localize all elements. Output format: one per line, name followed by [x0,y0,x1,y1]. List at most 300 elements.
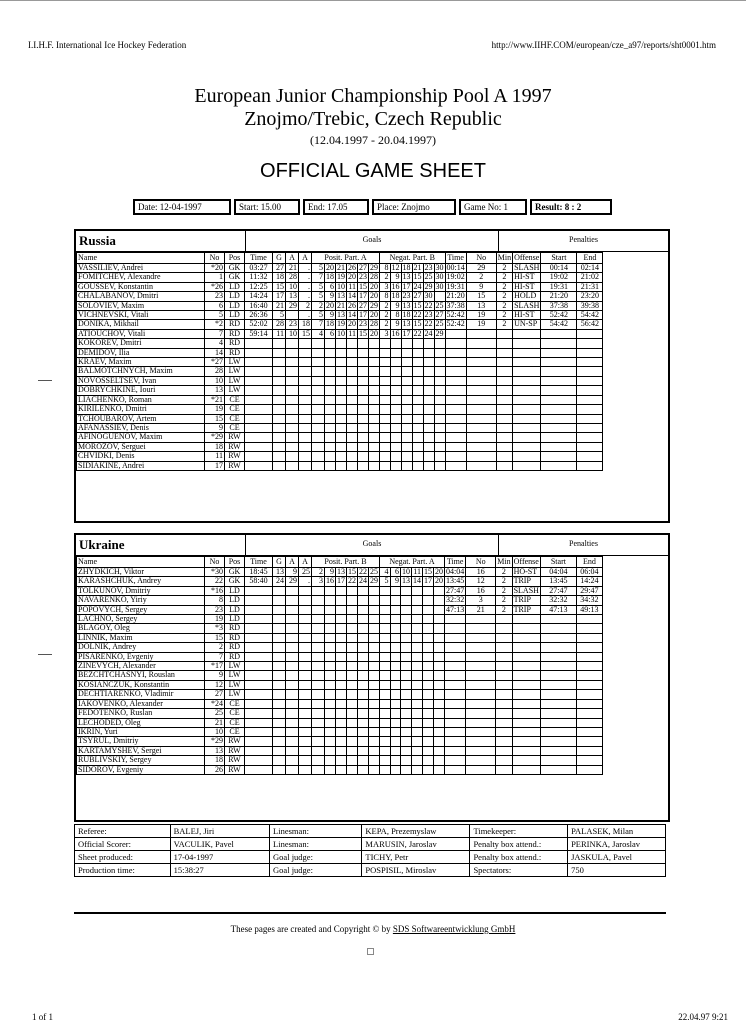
penalty-time [445,756,466,765]
goal-plus-player [312,624,325,633]
penalty-minutes [496,765,512,774]
goal-assist [286,690,299,699]
goal-plus-player [369,452,380,461]
goal-scorer [273,699,286,708]
goal-minus-player [423,348,434,357]
goal-plus-player [312,386,325,395]
player-position: CE [225,727,245,736]
player-name: ZHYDKICH, Viktor [77,568,205,577]
column-header: A [299,557,312,568]
goal-plus-player [325,386,336,395]
penalty-end [577,442,603,451]
official-role: Referee: [75,825,171,838]
goal-assist [286,756,299,765]
player-name: NOVOSSELTSEV, Ivan [77,376,205,385]
goal-plus-player: 11 [348,329,356,338]
penalty-offense [513,358,541,367]
goal-minus-player: 6 [390,568,401,577]
goal-plus-player [358,624,369,633]
page-count: 1 of 1 [32,1012,53,1022]
goal-minus-player [423,699,434,708]
goal-plus-player [358,605,369,614]
official-role: Goal judge: [270,851,362,864]
goal-minus-player [401,376,412,385]
player-number: 10 [205,376,225,385]
official-role: Linesman: [270,825,362,838]
penalty-end [576,765,602,774]
goal-plus-player [312,699,325,708]
goal-assist [286,339,299,348]
player-row [77,264,629,273]
goal-plus-player [369,605,380,614]
player-number: 25 [205,709,225,718]
player-position: LW [225,662,245,671]
penalty-player [466,690,496,699]
goal-minus-player [401,624,412,633]
player-position: RW [225,765,245,774]
goal-plus-player [336,376,347,385]
player-position: RW [225,452,245,461]
goal-minus-player [390,405,401,414]
goal-minus-player [412,433,423,442]
goal-scorer [273,605,286,614]
player-name: IKRIN, Yuri [77,727,205,736]
goal-plus-player: 17 [359,291,367,301]
goal-scorer [273,395,286,404]
penalty-end: 49:13 [576,605,602,614]
goal-minus-player: 2 [380,301,391,310]
column-header: Offense [513,557,539,566]
game-end: End: 17.05 [303,199,369,215]
goal-plus-player: 10 [337,329,345,338]
penalty-time [445,433,466,442]
goal-scorer [273,624,286,633]
player-name: TCHOUBAROV, Artem [77,414,205,423]
goal-plus-player [358,423,369,432]
goal-plus-player [325,756,336,765]
column-header: A [286,253,299,264]
penalty-offense: HOLD [513,292,541,301]
goal-plus-player [347,643,358,652]
player-row [77,461,629,470]
goal-plus-player [312,596,325,605]
penalty-player [466,756,496,765]
goal-plus-player: 9 [325,311,336,320]
goal-minus-player [380,339,391,348]
penalty-start: 37:38 [541,301,577,310]
penalty-end [577,414,603,423]
goal-minus-player [380,605,391,614]
game-result: Result: 8 : 2 [530,199,612,215]
goal-plus-player [312,442,325,451]
header-organization: I.I.H.F. International Ice Hockey Federation [28,40,187,50]
penalty-minutes: 2 [496,605,512,614]
penalty-start: 21:20 [541,292,577,301]
goal-plus-player [369,633,380,642]
official-name: PERINKA, Jaroslav [568,838,666,851]
goal-plus-player [369,395,380,404]
player-row [77,615,629,624]
penalty-time [445,367,466,376]
goal-assist [299,596,312,605]
penalty-offense [512,652,540,661]
player-name: KIRILENKO, Dmitri [77,405,205,414]
penalty-minutes [496,680,512,689]
goal-scorer [273,339,286,348]
goal-minus-player [434,376,445,385]
penalty-start: 47:13 [540,605,576,614]
goal-minus-player [423,709,434,718]
roster-table [76,556,629,775]
goal-minus-player [412,633,423,642]
goal-assist [299,746,312,755]
penalty-end [577,405,603,414]
player-number: 1 [205,273,225,282]
player-number: *30 [205,568,225,577]
player-position: GK [225,264,245,273]
player-name: KARTAMYSHEV, Sergei [77,746,205,755]
goal-minus-player [434,348,445,357]
goal-plus-player [347,395,358,404]
goal-time [245,718,273,727]
goal-assist: 10 [286,282,299,291]
copyright-link[interactable]: SDS Softwareentwicklung GmbH [392,924,516,934]
goal-assist [299,395,312,404]
penalty-time [445,386,466,395]
penalty-offense: HO-ST [512,568,540,577]
goal-plus-player [336,615,347,624]
penalty-offense [513,348,541,357]
goal-minus-player [401,395,412,404]
penalty-start [540,671,576,680]
goal-scorer [273,358,286,367]
penalty-start: 32:32 [540,596,576,605]
goal-minus-player [412,596,423,605]
goal-plus-player [312,690,325,699]
goal-time: 26:36 [245,311,273,320]
goal-minus-player [412,386,423,395]
goal-plus-player: 16 [326,576,334,586]
goal-minus-player [401,615,412,624]
goal-minus-player [412,718,423,727]
player-row [77,652,629,661]
goal-plus-player: 28 [370,272,378,282]
goal-plus-player [325,737,336,746]
goal-plus-player [369,690,380,699]
goal-minus-player [412,727,423,736]
goal-assist [286,709,299,718]
goal-minus-player [434,367,445,376]
player-number: 22 [205,577,225,586]
penalty-time [445,690,466,699]
player-name: BEZCHTCHASNYI, Rouslan [77,671,205,680]
goal-scorer: 18 [273,273,286,282]
goal-minus-player [434,709,445,718]
penalty-offense: TRIP [512,605,540,614]
goal-minus-player [434,423,445,432]
penalty-minutes [496,433,512,442]
goal-plus-player: 9 [325,568,336,577]
goal-minus-player [390,643,401,652]
goal-plus-player: 22 [348,576,356,586]
penalty-player: 12 [466,577,496,586]
goal-minus-player [434,414,445,423]
goal-plus-player [347,680,358,689]
goal-assist [299,339,312,348]
goal-plus-player [336,423,347,432]
goal-scorer: 17 [273,292,286,301]
player-position: RD [225,339,245,348]
goal-assist: 29 [286,301,299,310]
goal-plus-player: 4 [312,329,325,338]
goal-minus-player [423,765,434,774]
penalty-offense: SLASH [513,586,539,595]
goal-plus-player [336,633,347,642]
player-row [77,282,629,291]
goal-plus-player [369,433,380,442]
goal-minus-player: 29 [435,329,444,338]
goal-minus-player [423,442,434,451]
goal-minus-player [423,680,434,689]
penalty-time [445,680,466,689]
goal-minus-player [423,605,434,614]
penalty-time [445,329,466,338]
goal-plus-player [347,376,358,385]
goal-plus-player [369,423,380,432]
goal-plus-player [336,339,347,348]
goal-assist [286,433,299,442]
player-position: RD [225,624,245,633]
goal-minus-player [401,643,412,652]
penalty-player [466,615,496,624]
penalty-start [540,662,576,671]
goal-assist [286,662,299,671]
placeholder-icon [367,948,374,955]
goal-minus-player [412,765,423,774]
goal-minus-player [434,633,445,642]
goal-minus-player [412,624,423,633]
player-name: LACHNO, Sergey [77,615,205,624]
penalty-end [577,358,603,367]
goal-plus-player: 23 [359,319,367,329]
penalty-player [466,737,496,746]
official-name: BALEJ, Jiri [170,825,269,838]
player-name: POPOVYCH, Sergey [77,605,205,614]
penalty-time [445,737,466,746]
penalty-player [466,718,496,727]
goal-plus-player [369,699,380,708]
goal-minus-player [380,699,391,708]
penalty-start [541,405,577,414]
goal-minus-player [380,461,391,470]
goal-plus-player [312,643,325,652]
goal-minus-player [434,727,445,736]
goal-minus-player [434,405,445,414]
goal-minus-player [423,624,434,633]
print-timestamp: 22.04.97 9:21 [678,1012,728,1022]
goal-minus-player: 30 [435,282,444,291]
goal-scorer [273,461,286,470]
goal-minus-player: 15 [424,567,432,576]
goal-plus-player: 21 [337,263,345,272]
goal-plus-player [312,765,325,774]
game-info-bar [133,199,612,215]
officials-table [74,824,666,877]
goal-assist [299,662,312,671]
goal-plus-player [358,339,369,348]
penalty-offense [513,423,541,432]
player-row [77,643,629,652]
player-number: 28 [205,367,225,376]
player-position: LD [225,615,245,624]
goal-scorer [273,414,286,423]
goal-assist [299,624,312,633]
goal-scorer: 21 [273,301,286,310]
penalty-start [540,746,576,755]
penalty-end: 02:14 [577,264,603,273]
player-name: ATIOUCHOV, Vitali [77,329,205,338]
goal-plus-player [369,596,380,605]
goal-plus-player [312,605,325,614]
goal-assist [299,367,312,376]
goal-minus-player [380,709,391,718]
goal-scorer [273,680,286,689]
penalty-minutes [496,329,512,338]
officials-row [75,851,666,864]
penalty-player: 16 [466,586,496,595]
goal-scorer [273,643,286,652]
player-row [77,358,629,367]
player-position: GK [225,273,245,282]
goal-minus-player [380,680,391,689]
goal-plus-player [347,699,358,708]
player-name: CHALABANOV, Dmitri [77,292,205,301]
goal-minus-player [390,461,401,470]
goal-plus-player: 20 [370,310,378,320]
penalty-time [445,461,466,470]
goal-plus-player: 23 [359,272,367,282]
player-name: CHVIDKI, Denis [77,452,205,461]
penalty-player: 3 [466,596,496,605]
penalty-end: 23:20 [577,292,603,301]
goal-minus-player [412,709,423,718]
penalty-start [540,699,576,708]
penalty-minutes: 2 [496,273,512,282]
goal-minus-player: 16 [391,282,400,291]
goal-plus-player [325,718,336,727]
goal-assist [299,348,312,357]
goal-plus-player [358,643,369,652]
goal-plus-player [347,746,358,755]
penalty-time [445,765,466,774]
penalty-start [540,643,576,652]
player-row [77,414,629,423]
goal-minus-player: 10 [402,567,410,576]
goal-minus-player [434,746,445,755]
penalty-end [577,461,603,470]
goal-minus-player [401,367,412,376]
goal-assist [286,746,299,755]
player-row [77,756,629,765]
player-number: *26 [205,282,225,291]
player-row [77,273,629,282]
goal-plus-player [325,358,336,367]
player-number: *17 [205,662,225,671]
penalty-time: 21:20 [446,291,465,301]
goal-minus-player: 30 [424,291,433,301]
goal-time: 14:24 [245,292,273,301]
goal-minus-player [423,461,434,470]
penalty-player [466,662,496,671]
penalty-start: 19:02 [541,273,577,282]
penalty-start [541,433,577,442]
column-header: Offense [514,253,540,262]
goal-minus-player: 24 [424,329,433,338]
goal-minus-player [401,423,412,432]
penalty-time [445,395,466,404]
penalty-end: 21:02 [577,273,603,282]
goal-time [245,586,273,595]
goal-minus-player [401,662,412,671]
penalty-offense [512,718,540,727]
penalty-end [576,633,602,642]
goal-minus-player [434,662,445,671]
penalty-minutes [496,395,512,404]
goal-plus-player [347,596,358,605]
penalty-start: 54:42 [541,320,577,329]
penalty-player: 21 [466,605,496,614]
penalty-time [445,718,466,727]
penalty-player [466,442,496,451]
goal-minus-player [380,737,391,746]
goal-minus-player: 9 [390,577,401,586]
penalty-time: 13:45 [446,576,465,586]
goal-assist [286,395,299,404]
goal-plus-player [358,367,369,376]
goal-minus-player: 30 [435,263,444,272]
penalty-offense [512,709,540,718]
player-name: KARASHCHUK, Andrey [77,577,205,586]
goal-plus-player: 5 [312,282,325,291]
goal-assist [286,718,299,727]
goal-plus-player: 27 [359,301,367,310]
goal-plus-player: 17 [359,310,367,320]
goal-minus-player [390,624,401,633]
goal-plus-player: 18 [326,272,334,282]
player-name: BALMOTCHNYCH, Maxim [77,367,205,376]
goal-plus-player [347,690,358,699]
goal-scorer [273,586,286,595]
goal-minus-player: 17 [402,329,411,338]
goal-time [245,358,273,367]
penalty-time: 04:04 [446,567,465,576]
goal-minus-player [401,671,412,680]
goal-plus-player: 29 [370,263,378,272]
goal-plus-player [312,718,325,727]
goal-time [245,765,273,774]
goal-minus-player [434,452,445,461]
goal-minus-player [423,756,434,765]
goal-minus-player [380,615,391,624]
goal-minus-player [380,756,391,765]
goal-time [245,376,273,385]
penalty-player [466,709,496,718]
goal-plus-player [325,727,336,736]
goal-assist [299,643,312,652]
goal-plus-player [347,718,358,727]
penalty-player [466,339,496,348]
player-position: LD [225,311,245,320]
